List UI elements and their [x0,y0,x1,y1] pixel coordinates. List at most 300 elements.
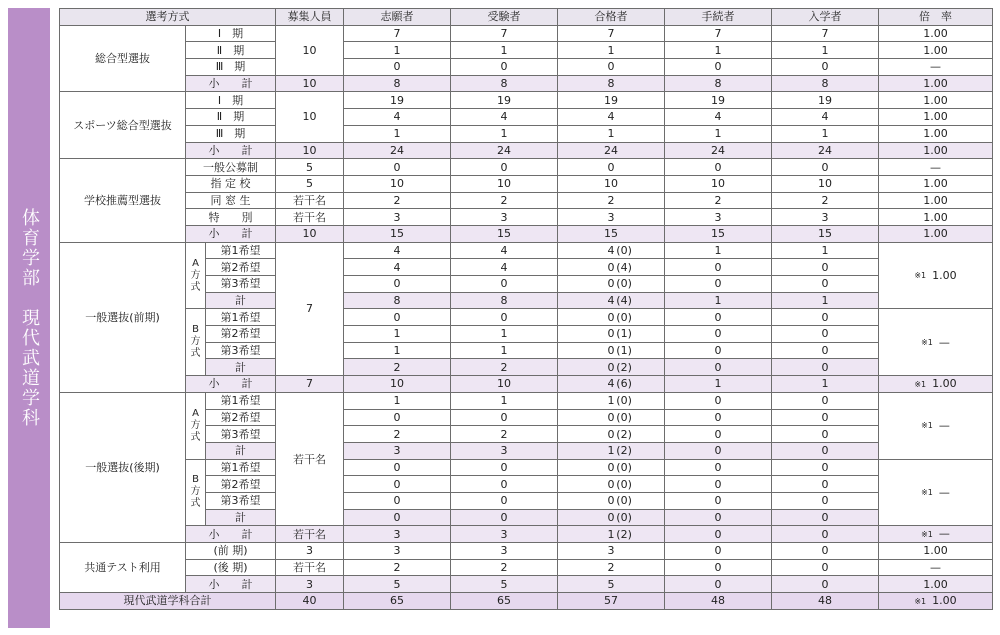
passed-paren: (2) [616,360,632,374]
row-name: 小 計 [186,576,276,593]
procedures-cell: 1 [665,125,772,142]
row-name: Ⅱ 期 [186,109,276,126]
plan-char: A [192,257,199,269]
procedures-cell: 8 [665,75,772,92]
ratio-cell: 1.00 [879,42,993,59]
examinees-cell: 0 [451,309,558,326]
passed-cell: 15 [558,225,665,242]
examinees-cell: 1 [451,42,558,59]
plan-a-label [186,242,206,309]
examinees-cell: 65 [451,593,558,610]
header-method: 選考方式 [60,9,276,26]
enrolled-cell: 48 [772,593,879,610]
row-name: 第3希望 [206,342,276,359]
passed-cell: 4 [558,109,665,126]
table-row [60,175,993,192]
row-name: 小 計 [186,225,276,242]
examinees-cell: 3 [451,442,558,459]
plan-b-label [186,309,206,376]
table-row [60,42,993,59]
procedures-cell: 0 [665,359,772,376]
table-row [60,459,993,476]
procedures-cell: 2 [665,192,772,209]
table-row [60,543,993,560]
note-mark: ※1 [921,488,933,498]
ratio-cell: 1.00 [879,225,993,242]
examinees-cell: 0 [451,459,558,476]
passed-cell: 0 [558,59,665,76]
passed-cell [558,276,665,293]
passed-cell [558,492,665,509]
enrolled-cell: 8 [772,75,879,92]
procedures-cell: 0 [665,259,772,276]
applicants-cell: 3 [344,442,451,459]
passed-value: 4 [607,294,615,308]
procedures-cell: 0 [665,576,772,593]
applicants-cell: 3 [344,543,451,560]
plan-char: 方 [190,486,201,498]
passed-value: 0 [607,494,615,508]
passed-paren: (0) [616,410,632,424]
passed-cell: 10 [558,175,665,192]
ratio-cell: 1.00 [879,109,993,126]
passed-cell: 0 [558,159,665,176]
passed-value: 0 [607,344,615,358]
subtotal-row [60,526,993,543]
passed-cell [558,309,665,326]
passed-value: 0 [607,310,615,324]
applicants-cell: 1 [344,392,451,409]
plan-char: A [192,407,199,419]
ratio-cell: — [879,559,993,576]
examinees-cell: 4 [451,242,558,259]
procedures-cell: 0 [665,392,772,409]
plan-char: 方 [190,336,201,348]
passed-cell [558,259,665,276]
passed-paren: (0) [616,243,632,257]
ratio-cell [879,459,993,526]
note-mark: ※1 [914,596,927,606]
note-mark: ※1 [914,379,927,389]
passed-cell: 5 [558,576,665,593]
applicants-cell: 4 [344,109,451,126]
examinees-cell: 0 [451,509,558,526]
passed-cell [558,442,665,459]
plan-a-label [186,392,206,459]
passed-cell [558,526,665,543]
ratio-value: 1.00 [932,377,957,391]
examinees-cell: 19 [451,92,558,109]
applicants-cell: 4 [344,259,451,276]
passed-value: 0 [607,410,615,424]
plan-char: 方 [190,419,201,431]
passed-cell: 3 [558,209,665,226]
quota-cell: 7 [276,242,344,376]
passed-paren: (0) [616,310,632,324]
applicants-cell: 0 [344,509,451,526]
procedures-cell: 0 [665,559,772,576]
quota-cell: 7 [276,376,344,393]
passed-value: 4 [607,377,615,391]
enrolled-cell: 1 [772,242,879,259]
quota-cell: 10 [276,142,344,159]
quota-cell: 10 [276,92,344,142]
procedures-cell: 24 [665,142,772,159]
applicants-cell: 0 [344,492,451,509]
procedures-cell: 0 [665,342,772,359]
examinees-cell: 3 [451,209,558,226]
procedures-cell: 0 [665,543,772,560]
procedures-cell: 7 [665,25,772,42]
passed-cell [558,242,665,259]
ratio-value: — [938,418,950,432]
row-name: Ⅰ 期 [186,92,276,109]
row-name: 指 定 校 [186,175,276,192]
examinees-cell: 24 [451,142,558,159]
enrolled-cell: 0 [772,309,879,326]
enrolled-cell: 0 [772,559,879,576]
procedures-cell: 0 [665,509,772,526]
passed-cell: 1 [558,125,665,142]
examinees-cell: 0 [451,159,558,176]
table-row [60,109,993,126]
applicants-cell: 8 [344,75,451,92]
passed-paren: (1) [616,327,632,341]
passed-cell: 7 [558,25,665,42]
passed-value: 0 [607,510,615,524]
procedures-cell: 0 [665,326,772,343]
row-name: 第1希望 [206,309,276,326]
applicants-cell: 5 [344,576,451,593]
procedures-cell: 0 [665,442,772,459]
quota-cell: 若干名 [276,526,344,543]
enrolled-cell: 0 [772,509,879,526]
passed-cell [558,326,665,343]
subtotal-row [60,142,993,159]
examinees-cell: 8 [451,292,558,309]
applicants-cell: 2 [344,559,451,576]
examinees-cell: 5 [451,576,558,593]
applicants-cell: 0 [344,476,451,493]
row-name: 第3希望 [206,276,276,293]
table-row [60,92,993,109]
table-row [60,159,993,176]
passed-paren: (0) [616,277,632,291]
plan-char: B [192,474,199,486]
row-name: 小 計 [186,526,276,543]
enrolled-cell: 0 [772,392,879,409]
enrolled-cell: 1 [772,292,879,309]
row-name: 小 計 [186,75,276,92]
passed-paren: (2) [616,444,632,458]
table-row [60,25,993,42]
passed-value: 1 [607,527,615,541]
note-mark: ※1 [921,421,933,431]
quota-cell: 5 [276,175,344,192]
row-name: 第1希望 [206,242,276,259]
passed-cell [558,359,665,376]
row-name: 第3希望 [206,492,276,509]
passed-cell [558,342,665,359]
group-label: 一般選抜(後期) [60,392,186,542]
enrolled-cell: 1 [772,125,879,142]
ratio-cell: 1.00 [879,75,993,92]
procedures-cell: 1 [665,242,772,259]
subtotal-row [60,376,993,393]
procedures-cell: 1 [665,42,772,59]
procedures-cell: 0 [665,159,772,176]
header-examinees: 受験者 [451,9,558,26]
table-row [60,59,993,76]
row-name: 計 [206,292,276,309]
quota-cell: 10 [276,75,344,92]
group-label: 共通テスト利用 [60,543,186,593]
ratio-cell: — [879,59,993,76]
row-name: 同 窓 生 [186,192,276,209]
enrolled-cell: 0 [772,326,879,343]
enrolled-cell: 19 [772,92,879,109]
row-name: 特 別 [186,209,276,226]
table-row [60,125,993,142]
enrolled-cell: 0 [772,259,879,276]
enrolled-cell: 3 [772,209,879,226]
row-name: 計 [206,509,276,526]
quota-cell: 10 [276,25,344,75]
enrolled-cell: 0 [772,459,879,476]
passed-paren: (0) [616,460,632,474]
passed-cell: 57 [558,593,665,610]
examinees-cell: 7 [451,25,558,42]
procedures-cell: 0 [665,459,772,476]
passed-paren: (0) [616,494,632,508]
passed-paren: (0) [616,394,632,408]
enrolled-cell: 0 [772,342,879,359]
quota-cell: 若干名 [276,559,344,576]
enrolled-cell: 0 [772,409,879,426]
enrolled-cell: 1 [772,42,879,59]
enrolled-cell: 0 [772,526,879,543]
procedures-cell: 0 [665,492,772,509]
passed-value: 1 [607,394,615,408]
quota-cell: 3 [276,543,344,560]
procedures-cell: 1 [665,292,772,309]
procedures-cell: 10 [665,175,772,192]
ratio-cell: 1.00 [879,175,993,192]
procedures-cell: 19 [665,92,772,109]
note-mark: ※1 [921,338,933,347]
header-procedures: 手続者 [665,9,772,26]
enrolled-cell: 0 [772,442,879,459]
row-name: Ⅲ 期 [186,125,276,142]
examinees-cell: 0 [451,59,558,76]
subtotal-row [60,225,993,242]
applicants-cell: 10 [344,376,451,393]
passed-paren: (4) [616,260,632,274]
header-row [60,9,993,26]
passed-cell [558,292,665,309]
examinees-cell: 1 [451,125,558,142]
enrolled-cell: 0 [772,159,879,176]
applicants-cell: 10 [344,175,451,192]
applicants-cell: 0 [344,409,451,426]
passed-cell [558,426,665,443]
enrolled-cell: 4 [772,109,879,126]
passed-cell [558,509,665,526]
note-mark: ※1 [921,529,933,539]
row-name: 第2希望 [206,259,276,276]
row-name: (後 期) [186,559,276,576]
plan-char: 式 [190,498,201,510]
table-row [60,242,993,259]
ratio-cell [879,376,993,393]
row-name: 第3希望 [206,426,276,443]
note-mark: ※1 [914,271,927,281]
group-label: 学校推薦型選抜 [60,159,186,242]
procedures-cell: 0 [665,409,772,426]
applicants-cell: 0 [344,276,451,293]
group-label: 総合型選抜 [60,25,186,92]
quota-cell: 若干名 [276,192,344,209]
passed-value: 0 [607,277,615,291]
row-name: Ⅲ 期 [186,59,276,76]
department-sidebar [8,8,50,628]
passed-cell: 1 [558,42,665,59]
procedures-cell: 0 [665,309,772,326]
applicants-cell: 2 [344,192,451,209]
examinees-cell: 4 [451,109,558,126]
row-name: 計 [206,442,276,459]
enrolled-cell: 0 [772,576,879,593]
enrolled-cell: 10 [772,175,879,192]
ratio-value: 1.00 [932,594,957,608]
applicants-cell: 3 [344,209,451,226]
ratio-value: — [938,335,950,349]
ratio-cell [879,526,993,543]
table-row [60,209,993,226]
applicants-cell: 4 [344,242,451,259]
applicants-cell: 1 [344,326,451,343]
table-row [60,309,993,326]
applicants-cell: 8 [344,292,451,309]
procedures-cell: 0 [665,476,772,493]
passed-cell: 8 [558,75,665,92]
row-name: 小 計 [186,376,276,393]
row-name: (前 期) [186,543,276,560]
applicants-cell: 65 [344,593,451,610]
examinees-cell: 2 [451,192,558,209]
enrolled-cell: 0 [772,59,879,76]
applicants-cell: 1 [344,42,451,59]
passed-paren: (2) [616,427,632,441]
enrolled-cell: 0 [772,426,879,443]
header-enrolled: 入学者 [772,9,879,26]
ratio-cell: 1.00 [879,543,993,560]
enrolled-cell: 0 [772,276,879,293]
plan-char: 方 [190,269,201,281]
ratio-value: 1.00 [932,268,957,282]
passed-cell: 3 [558,543,665,560]
passed-cell [558,459,665,476]
header-quota: 募集人員 [276,9,344,26]
passed-cell [558,376,665,393]
quota-cell: 若干名 [276,209,344,226]
ratio-cell: 1.00 [879,92,993,109]
examinees-cell: 15 [451,225,558,242]
passed-cell: 2 [558,559,665,576]
passed-value: 0 [607,260,615,274]
passed-paren: (4) [616,294,632,308]
procedures-cell: 0 [665,59,772,76]
enrolled-cell: 1 [772,376,879,393]
passed-cell: 2 [558,192,665,209]
passed-value: 0 [607,360,615,374]
plan-char: 式 [190,431,201,443]
applicants-cell: 1 [344,342,451,359]
examinees-cell: 1 [451,392,558,409]
group-label: 一般選抜(前期) [60,242,186,392]
table-row [60,559,993,576]
row-name: Ⅰ 期 [186,25,276,42]
plan-char: 式 [190,281,201,293]
quota-cell: 10 [276,225,344,242]
row-name: 第2希望 [206,326,276,343]
procedures-cell: 15 [665,225,772,242]
row-name: 計 [206,359,276,376]
examinees-cell: 3 [451,543,558,560]
procedures-cell: 0 [665,276,772,293]
examinees-cell: 0 [451,409,558,426]
grand-total-label: 現代武道学科合計 [60,593,276,610]
applicants-cell: 15 [344,225,451,242]
row-name: Ⅱ 期 [186,42,276,59]
passed-value: 0 [607,477,615,491]
procedures-cell: 4 [665,109,772,126]
passed-value: 0 [607,460,615,474]
ratio-value: — [938,527,950,541]
quota-cell: 5 [276,159,344,176]
passed-cell: 19 [558,92,665,109]
quota-cell: 若干名 [276,392,344,526]
passed-cell [558,409,665,426]
ratio-cell [879,242,993,309]
applicants-cell: 0 [344,59,451,76]
passed-value: 1 [607,444,615,458]
ratio-cell: 1.00 [879,125,993,142]
ratio-cell: 1.00 [879,142,993,159]
subtotal-row [60,576,993,593]
enrolled-cell: 7 [772,25,879,42]
applicants-cell: 3 [344,526,451,543]
header-passed: 合格者 [558,9,665,26]
applicants-cell: 2 [344,426,451,443]
ratio-cell: 1.00 [879,576,993,593]
plan-char: B [192,324,199,336]
applicants-cell: 1 [344,125,451,142]
examinees-cell: 10 [451,376,558,393]
enrolled-cell: 0 [772,543,879,560]
header-applicants: 志願者 [344,9,451,26]
row-name: 一般公募制 [186,159,276,176]
passed-value: 0 [607,327,615,341]
ratio-value: — [938,485,950,499]
ratio-cell: 1.00 [879,209,993,226]
applicants-cell: 0 [344,459,451,476]
ratio-cell [879,309,993,376]
enrolled-cell: 0 [772,476,879,493]
procedures-cell: 0 [665,426,772,443]
examinees-cell: 2 [451,559,558,576]
examinees-cell: 0 [451,476,558,493]
